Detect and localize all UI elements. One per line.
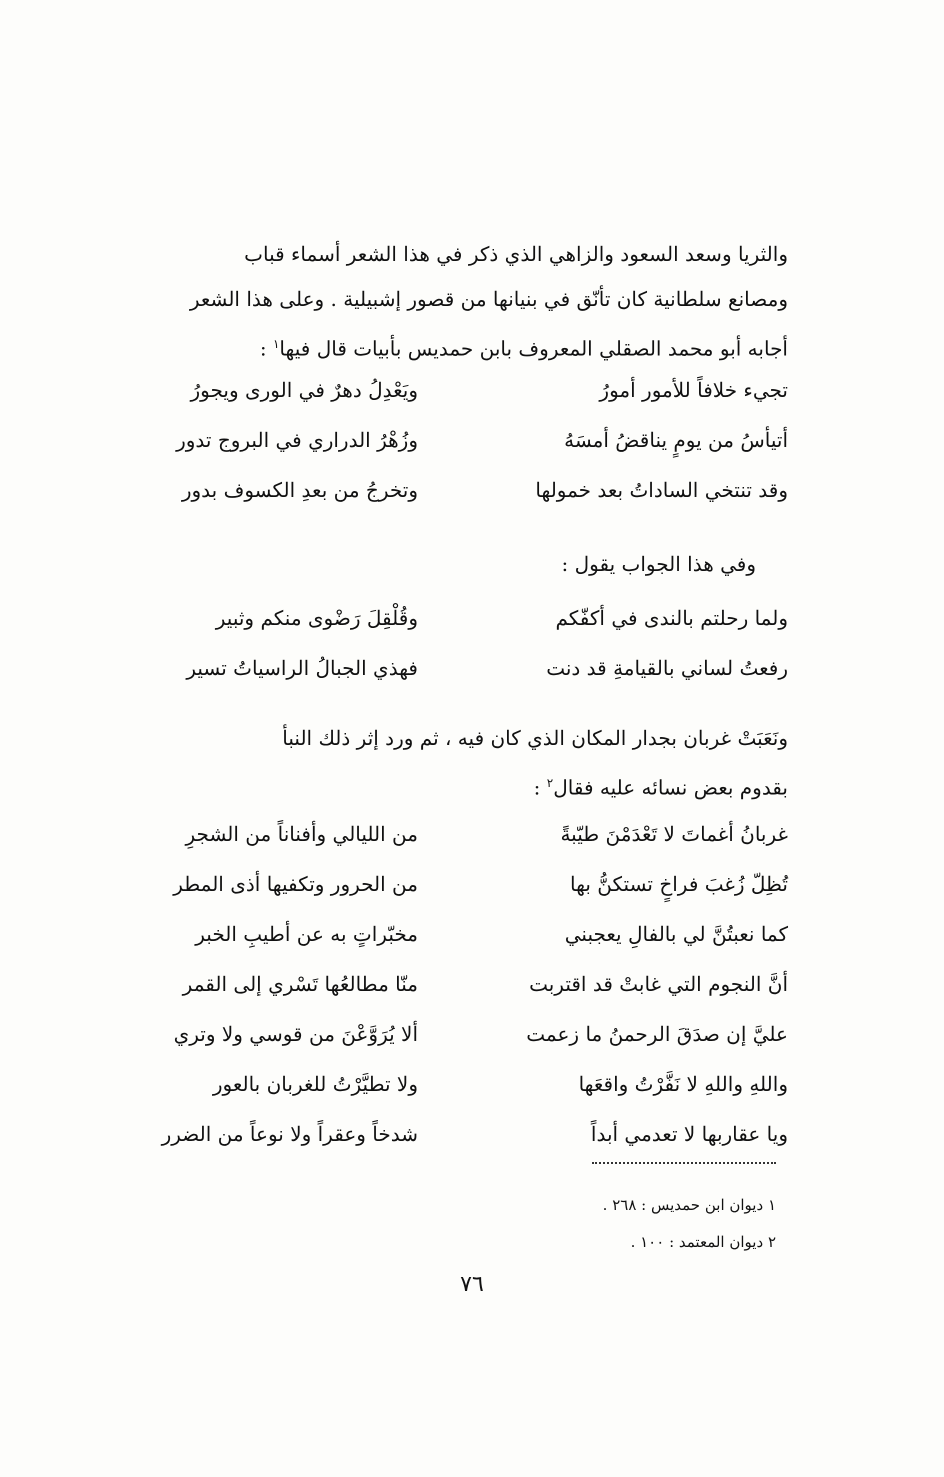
footnote-2: ٢ ديوان المعتمد : ١٠٠ . [630,1233,776,1251]
paragraph-2-line: ونَعَبَتْ غربان بجدار المكان الذي كان فيه ، ثم ورد إثر ذلك النبأ [282,726,788,750]
paragraph-2-line: بقدوم بعض نسائه عليه فقال [553,775,788,800]
poem-verse [112,1072,788,1122]
verse-second-hemistich: فهذي الجبالُ الراسياتُ تسير [186,656,418,680]
verse-second-hemistich: منّا مطالعُها تَسْري إلى القمر [182,972,418,996]
poem-2 [112,606,788,706]
verse-first-hemistich: وقد تنتخي الساداتُ بعد خمولها [535,478,788,502]
verse-second-hemistich: ولا تطيَّرْتُ للغربان بالعور [212,1072,418,1096]
paragraph-1-last-line [112,322,788,372]
poem-verse [112,428,788,478]
paragraph-2-tail: : [533,775,547,800]
verse-second-hemistich: ألا يُرَوَّعْنَ من قوسي ولا وتري [173,1022,418,1046]
verse-first-hemistich: كما نعبتُنَّ لي بالفالِ يعجبني [564,922,788,946]
verse-first-hemistich: أتيأسُ من يومٍ يناقضُ أمسَهُ [564,428,788,452]
verse-second-hemistich: من الليالي وأفناناً من الشجرِ [185,822,418,846]
verse-second-hemistich: من الحرور وتكفيها أذى المطر [173,872,418,896]
poem-verse [112,378,788,428]
verse-first-hemistich: ولما رحلتم بالندى في أكفّكم [555,606,788,630]
verse-first-hemistich: عليَّ إن صدَقَ الرحمنُ ما زعمت [526,1022,788,1046]
verse-second-hemistich: وقُلْقِلَ رَضْوى منكم وثبير [215,606,418,630]
paragraph-1 [112,232,788,372]
poem-2-intro: وفي هذا الجواب يقول : [561,552,756,576]
verse-second-hemistich: وزُهْرُ الدراري في البروج تدور [176,428,418,452]
poem-verse [112,872,788,922]
verse-second-hemistich: شدخاً وعقراً ولا نوعاً من الضرر [161,1122,418,1146]
verse-first-hemistich: تجيء خلافاً للأمور أمورُ [599,378,788,402]
verse-second-hemistich: ويَعْدِلُ دهرٌ في الورى ويجورُ [190,378,418,402]
footnote-marker-1[interactable]: ١ [272,337,280,351]
verse-first-hemistich: رفعتُ لساني بالقيامةِ قد دنت [546,656,788,680]
verse-first-hemistich: أنَّ النجوم التي غابتْ قد اقتربت [529,972,788,996]
poem-1 [112,378,788,528]
poem-verse [112,1022,788,1072]
footnote-separator [592,1162,776,1164]
poem-verse [112,656,788,706]
verse-first-hemistich: ويا عقاربها لا تعدمي أبداً [590,1122,788,1146]
paragraph-2 [112,716,788,811]
poem-verse [112,822,788,872]
page-number: ٧٦ [460,1272,484,1297]
footnote-marker-2[interactable]: ٢ [546,776,554,790]
paragraph-2-last-line [112,761,788,811]
verse-first-hemistich: تُظِلّ زُغبَ فراخٍ تستكنُّ بها [570,872,788,896]
paragraph-1-tail: : [259,336,273,361]
poem-verse [112,972,788,1022]
poem-3 [112,822,788,1172]
verse-first-hemistich: غربانُ أغماتَ لا تَعْدَمْنَ طيّبةً [560,822,788,846]
verse-second-hemistich: مخبّراتٍ به عن أطيبِ الخبر [195,922,418,946]
poem-verse [112,606,788,656]
verse-first-hemistich: واللهِ واللهِ لا نَفَّرْتُ واقعَها [578,1072,788,1096]
paragraph-1-line: أجابه أبو محمد الصقلي المعروف بابن حمديس بأبيات قال فيها [279,336,788,361]
verse-second-hemistich: وتخرجُ من بعدِ الكسوف بدور [181,478,418,502]
poem-verse [112,922,788,972]
poem-verse [112,478,788,528]
poem-verse [112,1122,788,1172]
paragraph-1-line: والثريا وسعد السعود والزاهي الذي ذكر في هذا الشعر أسماء قباب [244,242,788,266]
paragraph-1-line: ومصانع سلطانية كان تأنّق في بنيانها من قصور إشبيلية . وعلى هذا الشعر [189,287,788,311]
footnote-1: ١ ديوان ابن حمديس : ٢٦٨ . [602,1196,776,1214]
